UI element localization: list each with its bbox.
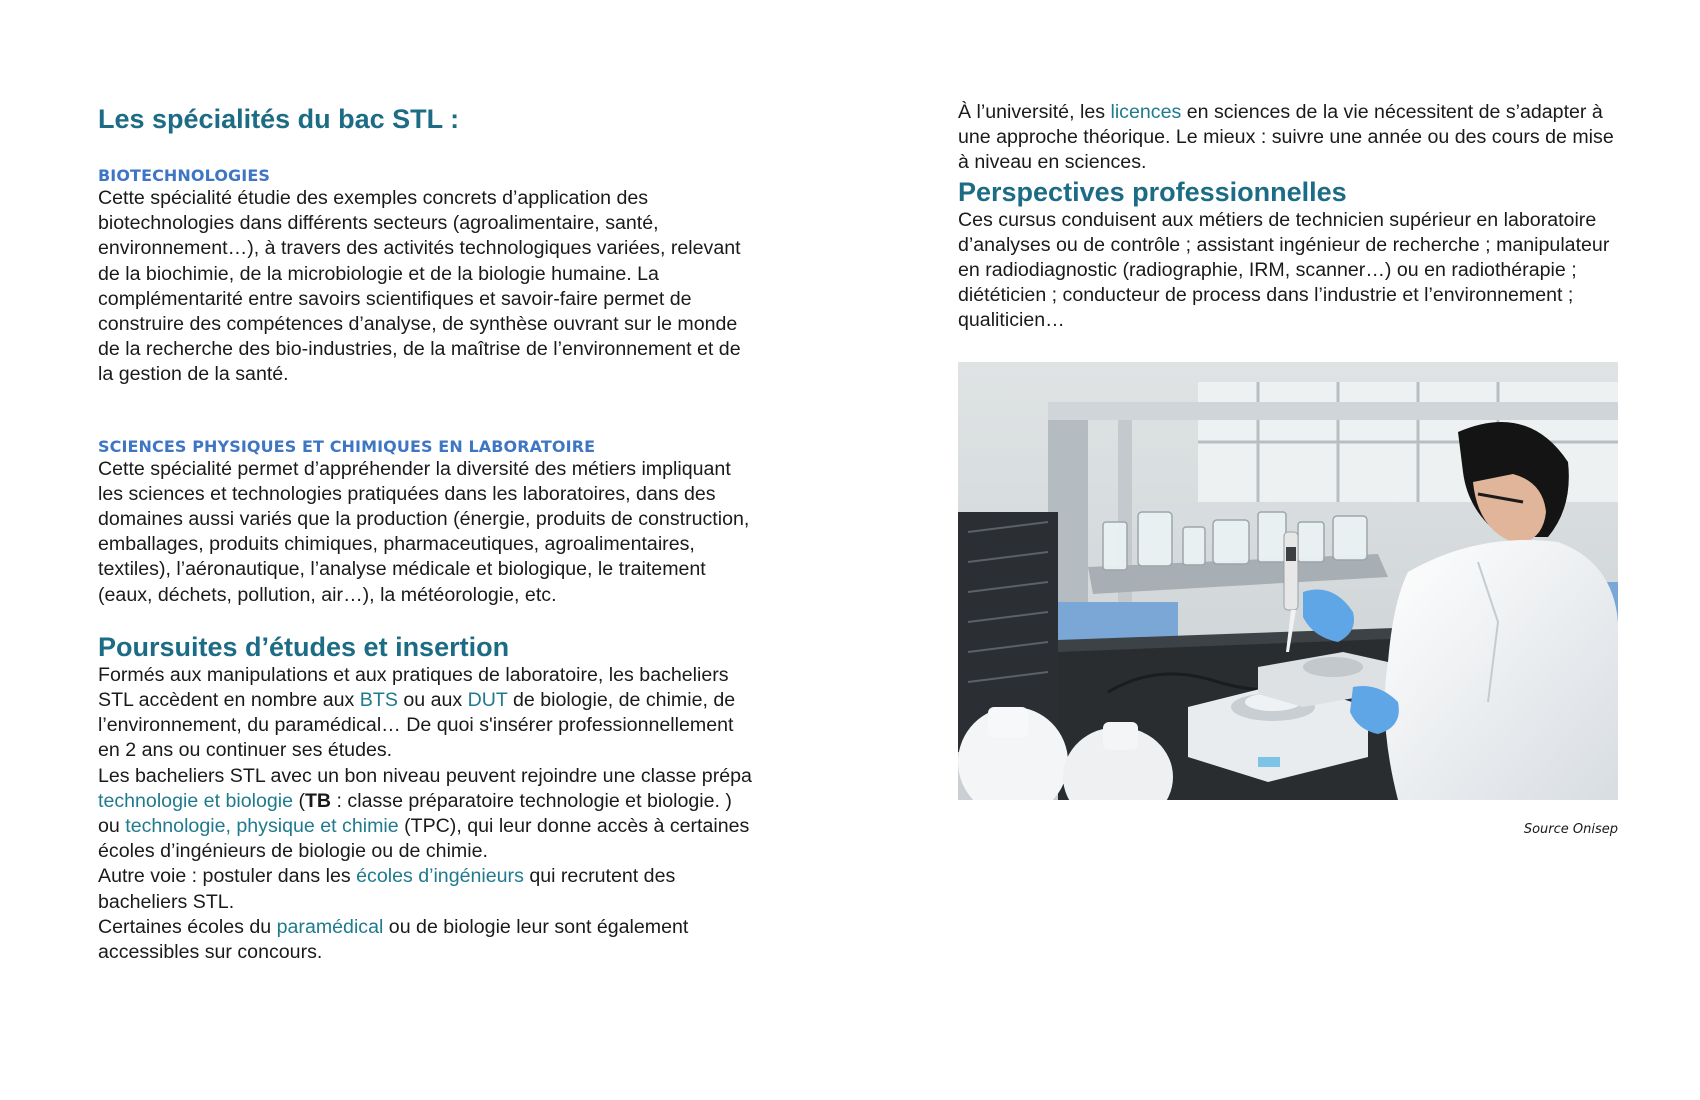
poursuites-paragraph-2 — [98, 764, 758, 865]
link-technologie-physique-chimie[interactable]: technologie, physique et chimie — [125, 815, 399, 838]
text-span: ( — [293, 789, 305, 812]
tb-bold: TB — [304, 789, 332, 812]
link-licences[interactable]: licences — [1110, 101, 1182, 123]
page-title: Les spécialités du bac STL : — [98, 104, 460, 134]
text-span: de biologie, de chimie, de l’environnement, du paramédical… De quoi s'insérer professionnellement en 2 ans ou continuer ses études. — [98, 689, 736, 762]
link-dut[interactable]: DUT — [467, 689, 508, 712]
perspectives-paragraph: Ces cursus conduisent aux métiers de technicien supérieur en laboratoire d’analyses ou de contrôle ; assistant ingénieur de recherche ; manipulateur en radiodiagnostic (radiographie, IRM, scanner…) ou en radiothérapie ; diététicien ; conducteur de process dans l’industrie et l’environnement ; qualiticien… — [958, 208, 1610, 332]
text-span: qui recrutent des bacheliers STL. — [98, 865, 676, 913]
text-span: Certaines écoles du — [98, 915, 277, 938]
text-span: ou de biologie leur sont également accessibles sur concours. — [98, 915, 689, 964]
poursuites-paragraph-1 — [98, 663, 758, 764]
right-column — [958, 100, 1628, 334]
poursuites-heading: Poursuites d’études et insertion — [98, 631, 510, 662]
laboratory-illustration — [958, 362, 1618, 800]
biotechnologies-paragraph: Cette spécialité étudie des exemples concrets d’application des biotechnologies dans différents secteurs (agroalimentaire, santé, environnement…), à travers des activités technologiques variées, relevant de la biochimie, de la microbiologie et de la biologie humaine. La complémentarité entre savoirs scientifiques et savoir-faire permet de construire des compétences d’analyse, de synthèse ouvrant sur le monde de la recherche des bio-industries, de la maîtrise de l’environnement et de la gestion de la santé. — [98, 187, 741, 386]
biotechnologies-heading: BIOTECHNOLOGIES — [98, 166, 270, 185]
sciences-physiques-heading: SCIENCES PHYSIQUES ET CHIMIQUES EN LABORATOIRE — [98, 436, 596, 456]
link-paramedical[interactable]: paramédical — [276, 915, 384, 938]
poursuites-paragraph-3 — [98, 864, 758, 914]
text-span: À l’université, les — [958, 101, 1111, 123]
link-bts[interactable]: BTS — [359, 689, 398, 712]
photo-caption: Source Onisep — [1523, 822, 1618, 837]
text-span: en sciences de la vie nécessitent de s’adapter à une approche théorique. Le mieux : suivre une année ou des cours de mise à niveau en sciences. — [958, 101, 1614, 174]
universite-paragraph — [958, 100, 1628, 176]
text-span: Autre voie : postuler dans les — [98, 865, 357, 888]
text-span: Formés aux manipulations et aux pratiques de laboratoire, les bacheliers STL accèdent en nombre aux — [98, 663, 729, 712]
text-span: (TPC), qui leur donne accès à certaines écoles d’ingénieurs de biologie ou de chimie. — [98, 815, 750, 863]
link-ecoles-ingenieurs[interactable]: écoles d’ingénieurs — [356, 865, 524, 888]
link-technologie-biologie[interactable]: technologie et biologie — [98, 789, 293, 812]
perspectives-heading: Perspectives professionnelles — [958, 176, 1347, 207]
poursuites-paragraph-4 — [98, 915, 758, 965]
text-span: ou aux — [397, 689, 468, 712]
left-column — [98, 102, 758, 965]
sciences-physiques-paragraph: Cette spécialité permet d’appréhender la diversité des métiers impliquant les sciences et technologies pratiquées dans les laboratoires, dans des domaines aussi variés que la production (énergie, produits de construction, emballages, produits chimiques, pharmaceutiques, agroalimentaires, textiles), l’aéronautique, l’analyse médicale et biologique, le traitement (eaux, déchets, pollution, air…), la météorologie, etc. — [98, 457, 750, 606]
text-span: : classe préparatoire technologie et biologie. ) ou — [98, 789, 732, 838]
text-span: Les bacheliers STL avec un bon niveau peuvent rejoindre une classe prépa — [98, 764, 752, 787]
laboratory-photo — [958, 362, 1618, 800]
